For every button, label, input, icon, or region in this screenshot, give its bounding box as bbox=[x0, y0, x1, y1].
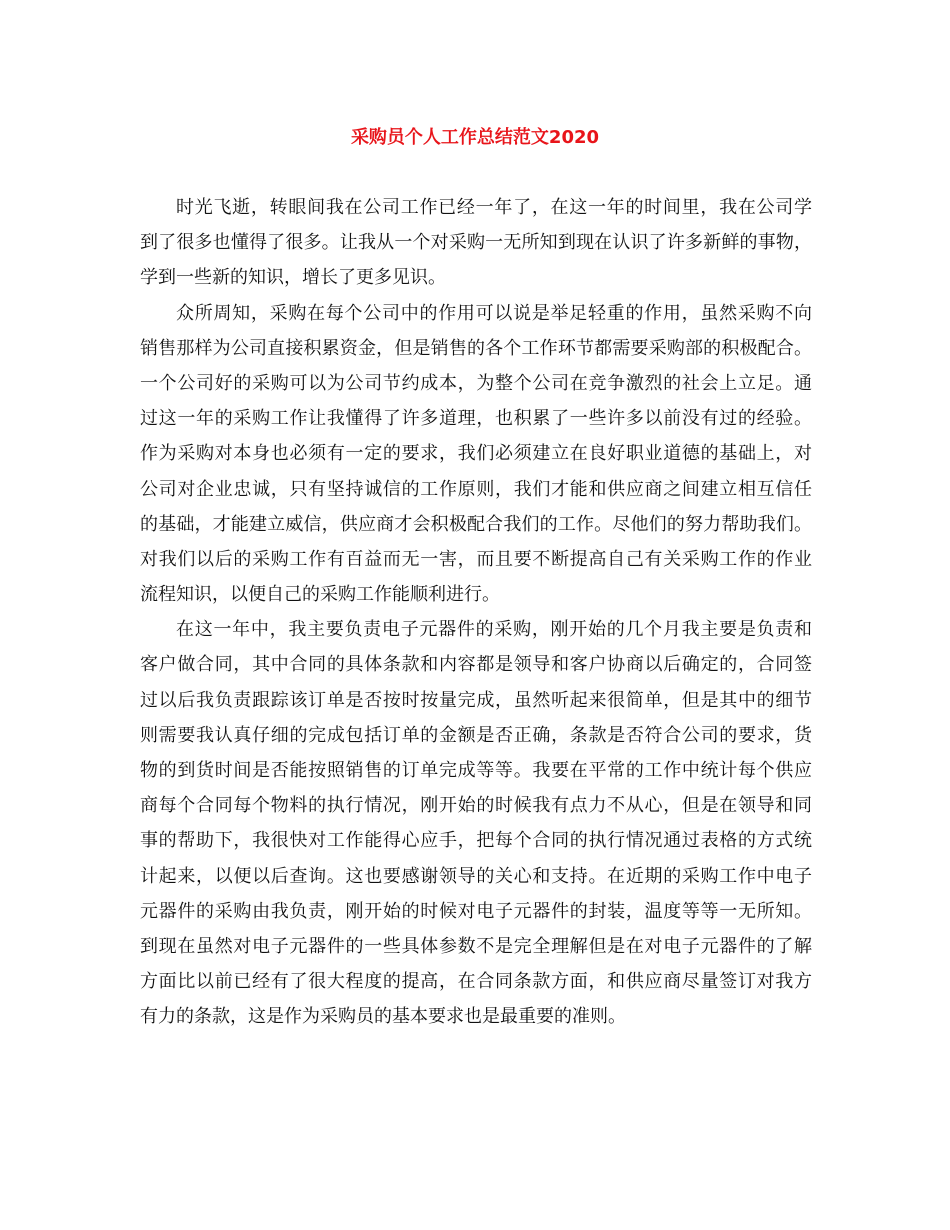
body-line: 商每个合同每个物料的执行情况，刚开始的时候我有点力不从心，但是在领导和同 bbox=[140, 795, 812, 817]
body-line: 在这一年中，我主要负责电子元器件的采购，刚开始的几个月我主要是负责和 bbox=[176, 619, 812, 641]
body-line: 公司对企业忠诚，只有坚持诚信的工作原则，我们才能和供应商之间建立相互信任 bbox=[140, 478, 812, 500]
body-line: 过这一年的采购工作让我懂得了许多道理，也积累了一些许多以前没有过的经验。 bbox=[140, 408, 812, 430]
body-line: 事的帮助下，我很快对工作能得心应手，把每个合同的执行情况通过表格的方式统 bbox=[140, 830, 812, 852]
body-line: 一个公司好的采购可以为公司节约成本，为整个公司在竞争激烈的社会上立足。通 bbox=[140, 372, 812, 394]
body-line: 众所周知，采购在每个公司中的作用可以说是举足轻重的作用，虽然采购不向 bbox=[176, 302, 812, 324]
body-line: 则需要我认真仔细的完成包括订单的金额是否正确，条款是否符合公司的要求，货 bbox=[140, 724, 812, 746]
body-line: 客户做合同，其中合同的具体条款和内容都是领导和客户协商以后确定的，合同签 bbox=[140, 654, 812, 676]
body-line: 流程知识，以便自己的采购工作能顺利进行。 bbox=[140, 584, 500, 606]
body-line: 时光飞逝，转眼间我在公司工作已经一年了，在这一年的时间里，我在公司学 bbox=[176, 197, 812, 218]
body-line: 作为采购对本身也必须有一定的要求，我们必须建立在良好职业道德的基础上，对 bbox=[140, 443, 812, 465]
body-line: 的基础，才能建立威信，供应商才会积极配合我们的工作。尽他们的努力帮助我们。 bbox=[140, 513, 812, 535]
document-title: 采购员个人工作总结范文2020 bbox=[350, 127, 600, 148]
body-line: 计起来，以便以后查询。这也要感谢领导的关心和支持。在近期的采购工作中电子 bbox=[140, 865, 812, 887]
body-line: 方面比以前已经有了很大程度的提高，在合同条款方面，和供应商尽量签订对我方 bbox=[140, 971, 812, 993]
document-body bbox=[140, 190, 812, 1035]
body-line: 物的到货时间是否能按照销售的订单完成等等。我要在平常的工作中统计每个供应 bbox=[140, 760, 812, 781]
body-line: 到现在虽然对电子元器件的一些具体参数不是完全理解但是在对电子元器件的了解 bbox=[140, 935, 812, 957]
body-line: 有力的条款，这是作为采购员的基本要求也是最重要的准则。 bbox=[140, 1006, 626, 1028]
body-line: 销售那样为公司直接积累资金，但是销售的各个工作环节都需要采购部的积极配合。 bbox=[140, 337, 812, 359]
body-line: 过以后我负责跟踪该订单是否按时按量完成，虽然听起来很简单，但是其中的细节 bbox=[140, 689, 812, 711]
body-line: 学到一些新的知识，增长了更多见识。 bbox=[140, 267, 446, 289]
body-line: 元器件的采购由我负责，刚开始的时候对电子元器件的封装，温度等等一无所知。 bbox=[140, 900, 812, 922]
body-line: 对我们以后的采购工作有百益而无一害，而且要不断提高自己有关采购工作的作业 bbox=[140, 548, 812, 570]
body-line: 到了很多也懂得了很多。让我从一个对采购一无所知到现在认识了许多新鲜的事物， bbox=[140, 232, 812, 254]
